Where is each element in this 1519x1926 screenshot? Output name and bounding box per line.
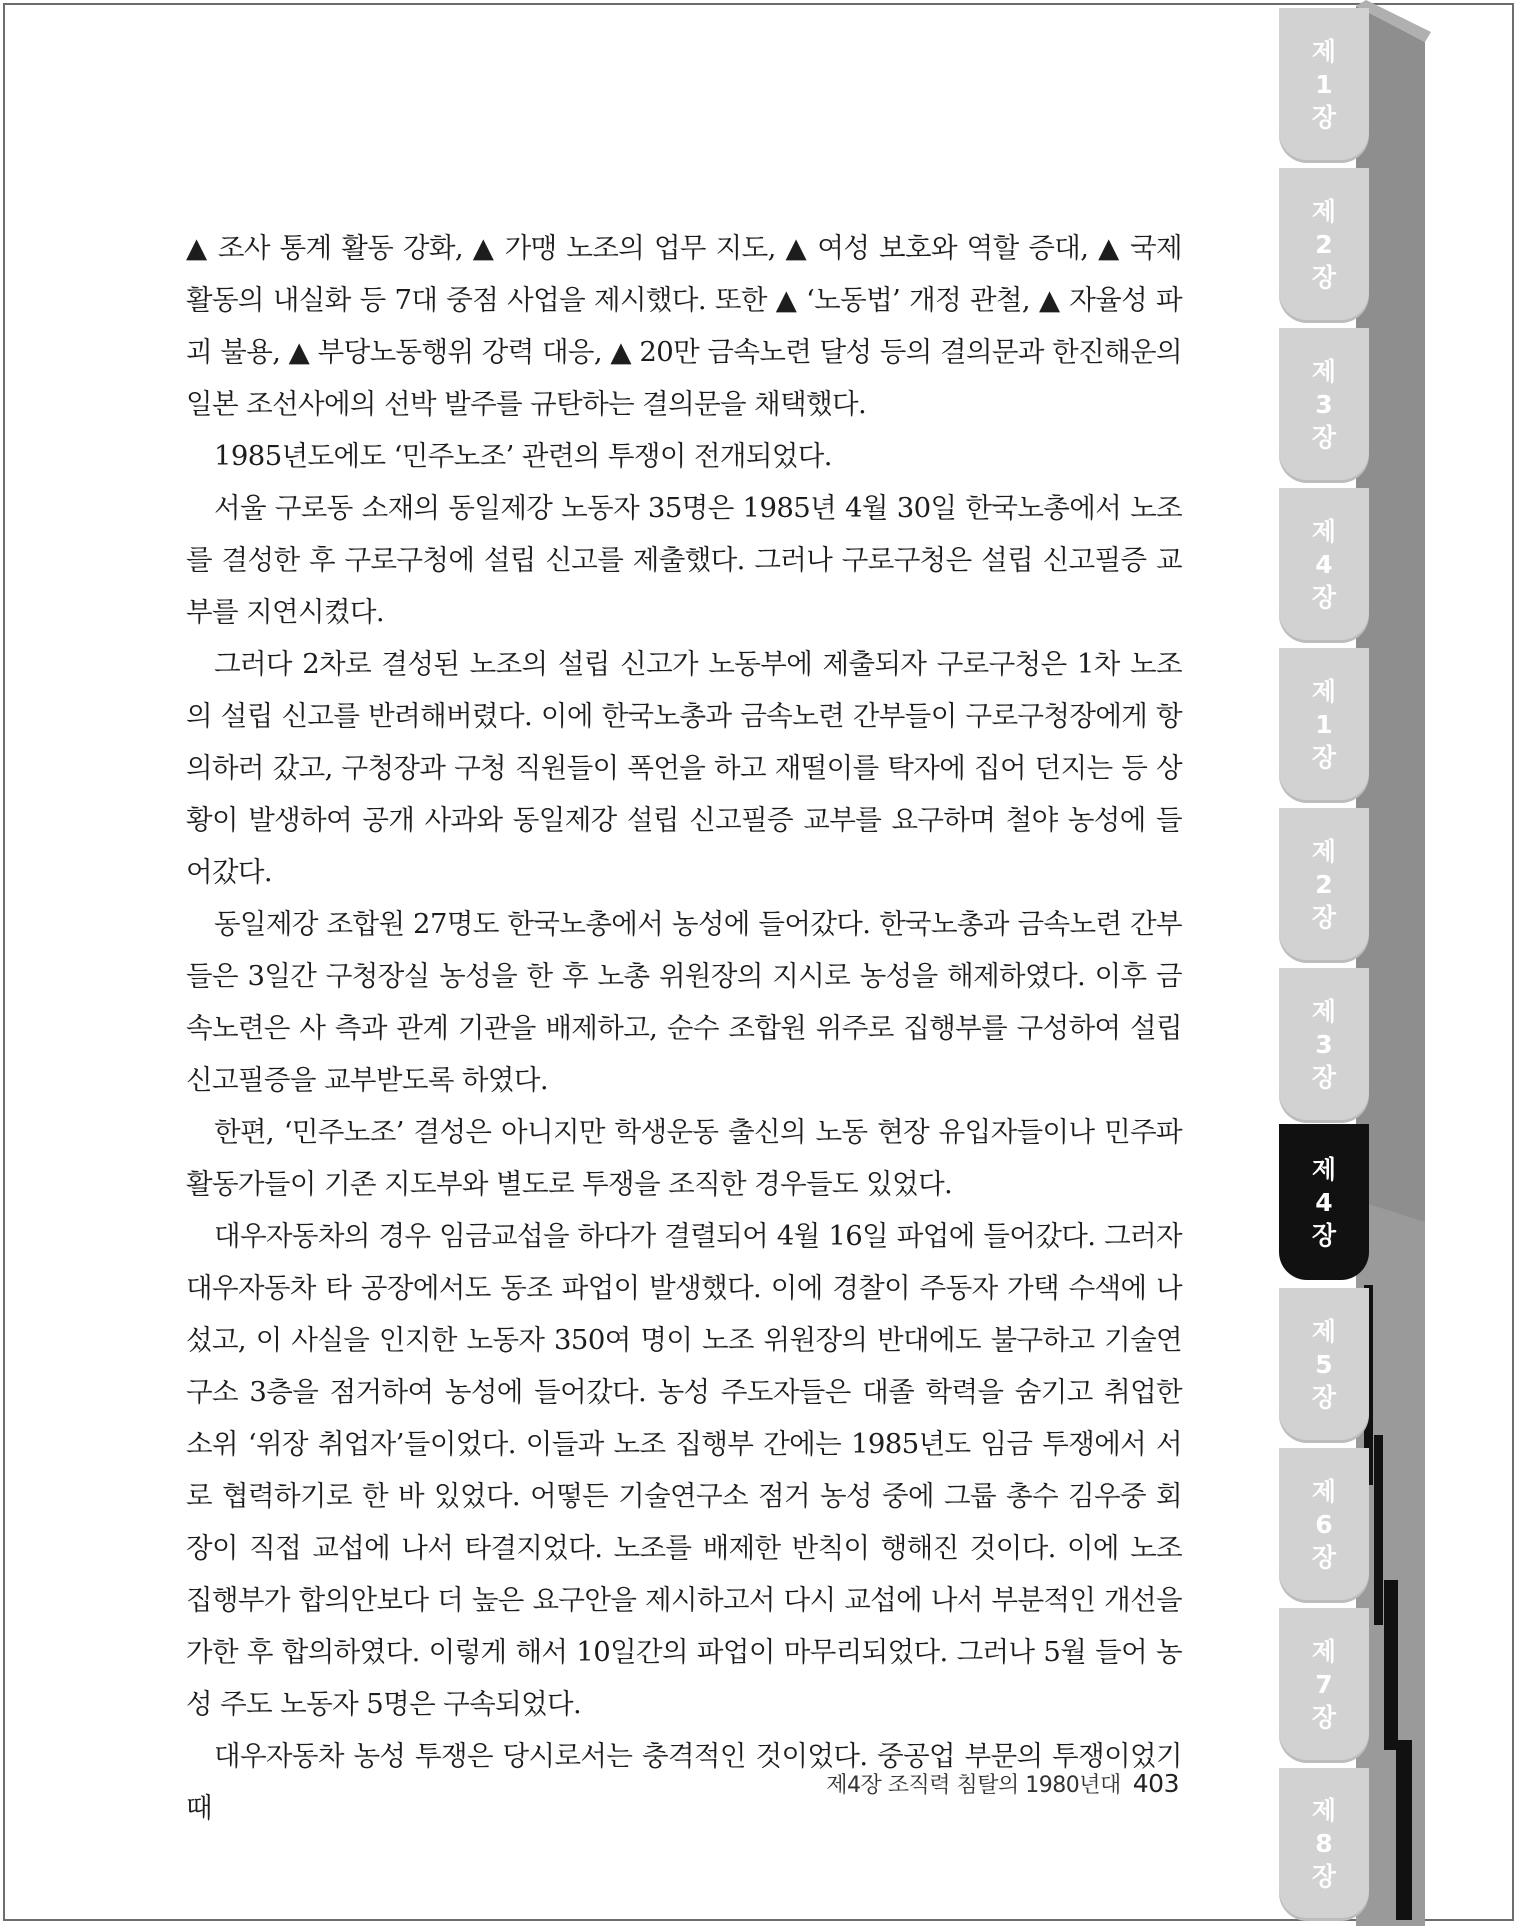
chapter-tab: 제 2 장 xyxy=(1279,808,1369,960)
chapter-tab: 제 7 장 xyxy=(1279,1608,1369,1760)
body-text xyxy=(186,222,1182,1834)
chapter-tab: 제 4 장 xyxy=(1279,488,1369,640)
chapter-tab: 제 2 장 xyxy=(1279,168,1369,320)
chapter-tab: 제 6 장 xyxy=(1279,1448,1369,1600)
paragraph: 대우자동차 농성 투쟁은 당시로서는 충격적인 것이었다. 중공업 부문의 투쟁이었기 때 xyxy=(186,1740,1182,1824)
chapter-tabs xyxy=(1279,0,1369,1926)
paragraph: 서울 구로동 소재의 동일제강 노동자 35명은 1985년 4월 30일 한국노총에서 노조를 결성한 후 구로구청에 설립 신고를 제출했다. 그러나 구로구청은 설립 신고필증 교부를 지연시켰다. xyxy=(186,492,1182,628)
edge-mark xyxy=(1384,1580,1398,1750)
chapter-tab: 제 3 장 xyxy=(1279,328,1369,480)
chapter-tab: 제 1 장 xyxy=(1279,648,1369,800)
page-footer xyxy=(826,1768,1179,1799)
chapter-tab: 제 1 장 xyxy=(1279,8,1369,160)
paragraph: 한편, ‘민주노조’ 결성은 아니지만 학생운동 출신의 노동 현장 유입자들이나 민주파 활동가들이 기존 지도부와 별도로 투쟁을 조직한 경우들도 있었다. xyxy=(186,1116,1182,1200)
paragraph: 동일제강 조합원 27명도 한국노총에서 농성에 들어갔다. 한국노총과 금속노련 간부들은 3일간 구청장실 농성을 한 후 노총 위원장의 지시로 농성을 해제하였다. 이후 금속노련은 사 측과 관계 기관을 배제하고, 순수 조합원 위주로 집행부를 구성하여 설립 신고필증을 교부받도록 하였다. xyxy=(186,908,1182,1096)
paragraph: 대우자동차의 경우 임금교섭을 하다가 결렬되어 4월 16일 파업에 들어갔다. 그러자 대우자동차 타 공장에서도 동조 파업이 발생했다. 이에 경찰이 주동자 가택 수색에 나섰고, 이 사실을 인지한 노동자 350여 명이 노조 위원장의 반대에도 불구하고 기술연구소 3층을 점거하여 농성에 들어갔다. 농성 주도자들은 대졸 학력을 숨기고 취업한 소위 ‘위장 취업자’들이었다. 이들과 노조 집행부 간에는 1985년도 임금 투쟁에서 서로 협력하기로 한 바 있었다. 어떻든 기술연구소 점거 농성 중에 그룹 총수 김우중 회장이 직접 교섭에 나서 타결지었다. 노조를 배제한 반칙이 행해진 것이다. 이에 노조 집행부가 합의안보다 더 높은 요구안을 제시하고서 다시 교섭에 나서 부분적인 개선을 가한 후 합의하였다. 이렇게 해서 10일간의 파업이 마무리되었다. 그러나 5월 들어 농성 주도 노동자 5명은 구속되었다. xyxy=(186,1220,1182,1720)
chapter-tab: 제 3 장 xyxy=(1279,968,1369,1120)
paragraph: ▲ 조사 통계 활동 강화, ▲ 가맹 노조의 업무 지도, ▲ 여성 보호와 역할 증대, ▲ 국제 활동의 내실화 등 7대 중점 사업을 제시했다. 또한 ▲ ‘노동법’ 개정 관철, ▲ 자율성 파괴 불용, ▲ 부당노동행위 강력 대응, ▲ 20만 금속노련 달성 등의 결의문과 한진해운의 일본 조선사에의 선박 발주를 규탄하는 결의문을 채택했다. xyxy=(186,232,1182,420)
chapter-tab-active: 제 4 장 xyxy=(1279,1124,1369,1280)
chapter-tab: 제 8 장 xyxy=(1279,1768,1369,1918)
edge-mark xyxy=(1396,1740,1412,1920)
chapter-tab: 제 5 장 xyxy=(1279,1288,1369,1440)
paragraph: 그러다 2차로 결성된 노조의 설립 신고가 노동부에 제출되자 구로구청은 1차 노조의 설립 신고를 반려해버렸다. 이에 한국노총과 금속노련 간부들이 구로구청장에게 항의하러 갔고, 구청장과 구청 직원들이 폭언을 하고 재떨이를 탁자에 집어 던지는 등 상황이 발생하여 공개 사과와 동일제강 설립 신고필증 교부를 요구하며 철야 농성에 들어갔다. xyxy=(186,648,1182,888)
edge-mark xyxy=(1374,1435,1383,1625)
paragraph: 1985년도에도 ‘민주노조’ 관련의 투쟁이 전개되었다. xyxy=(214,440,832,472)
page-number: 403 xyxy=(1132,1769,1179,1798)
running-title: 제4장 조직력 침탈의 1980년대 xyxy=(826,1773,1121,1798)
